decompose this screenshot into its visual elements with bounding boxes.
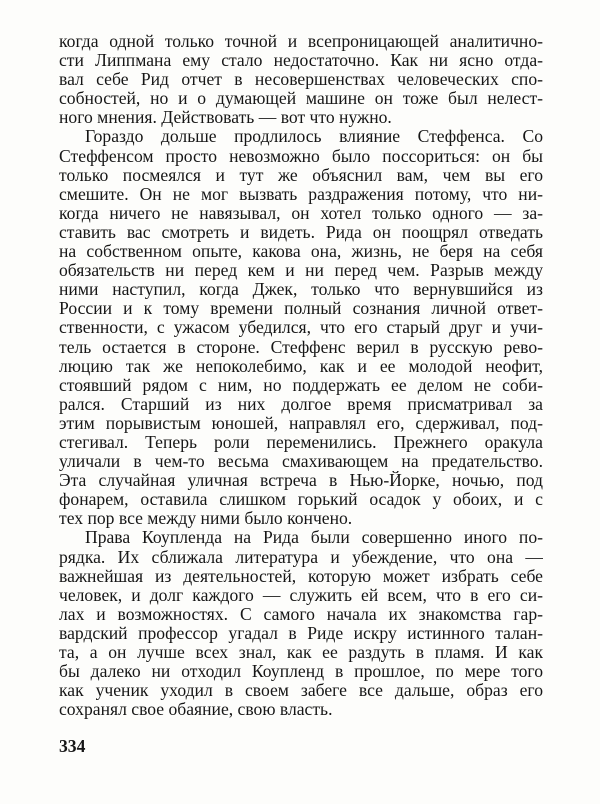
- text-line: собностей, но и о думающей машине он тоже был нелест-: [59, 89, 543, 109]
- text-line: ного мнения. Действовать — вот что нужно.: [59, 108, 392, 128]
- text-line: Права Коупленда на Рида были совершенно иного по-: [85, 528, 543, 548]
- text-line: бы далеко ни отходил Коупленд в прошлое, по мере того: [59, 662, 543, 682]
- text-line: человек, и долг каждого — служить ей всем, что в его си-: [59, 585, 543, 605]
- text-line: сохранял свое обаяние, свою власть.: [59, 700, 333, 720]
- text-line: Гораздо дольше продлилось влияние Стеффенса. Со: [85, 127, 543, 147]
- text-line: та, а он лучше всех знал, как ее раздуть в пламя. И как: [59, 643, 543, 662]
- paragraph-copeland: [59, 528, 543, 719]
- page-number: 334: [59, 736, 86, 756]
- text-line: на собственном опыте, какова она, жизнь, не беря на себя: [59, 242, 543, 262]
- text-line: рядка. Их сближала литература и убеждение, что она —: [59, 547, 543, 567]
- text-line: стегивал. Теперь роли переменились. Прежнего оракула: [59, 432, 543, 452]
- text-line: ставить вас смотреть и видеть. Рида он поощрял отведать: [59, 222, 543, 242]
- text-line: рался. Старший из них долгое время присматривал за: [59, 394, 543, 414]
- text-line: обязательств ни перед кем и ни перед чем. Разрыв между: [59, 261, 543, 281]
- text-line: когда одной только точной и всепроницающей аналитичнo-: [59, 32, 543, 51]
- text-line: стоявший рядом с ним, но поддержать ее делом не соби-: [59, 375, 543, 395]
- text-line: этим порывистым юношей, направлял его, сдерживал, под-: [59, 413, 543, 433]
- body-text: [59, 32, 543, 719]
- text-line: России и к тому времени полный сознания личной ответ-: [59, 299, 543, 319]
- text-line: тель остается в стороне. Стеффенс верил в русскую рево-: [59, 337, 543, 357]
- text-line: важнейшая из деятельностей, которую может избрать себе: [59, 566, 543, 586]
- text-line: как ученик уходил в своем забеге все дальше, образ его: [59, 681, 543, 701]
- text-line: когда ничего не навязывал, он хотел только одного — за-: [59, 203, 543, 223]
- text-line: фонарем, оставила слишком горький осадок у обоих, и с: [59, 490, 543, 510]
- text-line: лах и возможностях. С самого начала их знакомства гар-: [59, 604, 543, 624]
- text-line: только посмеялся и тут же объяснил вам, чем вы его: [59, 165, 543, 185]
- paragraph-steffens: [59, 127, 543, 528]
- text-line: люцию так же непоколебимо, как и ее молодой неофит,: [59, 356, 543, 376]
- text-line: Эта случайная уличная встреча в Нью-Йорке, ночью, под: [59, 471, 543, 491]
- text-line: Стеффенсом просто невозможно было поссориться: он бы: [59, 146, 543, 166]
- text-line: вал себе Рид отчет в несовершенствах человеческих спо-: [59, 70, 543, 90]
- text-line: вардский профессор угадал в Риде искру истинного талан-: [59, 623, 543, 643]
- text-line: ственности, с ужасом убедился, что его старый друг и учи-: [59, 318, 543, 338]
- paragraph-continued: [59, 32, 543, 127]
- text-line: уличали в чем-то весьма смахивающем на предательство.: [59, 452, 543, 472]
- text-line: ними наступил, когда Джек, только что вернувшийся из: [59, 280, 543, 300]
- text-line: смешите. Он не мог вызвать раздражения потому, что ни-: [59, 184, 543, 204]
- text-line: тех пор все между ними было кончено.: [59, 509, 353, 529]
- text-line: сти Липпмана ему стало недостаточно. Как ни ясно отда-: [59, 51, 543, 71]
